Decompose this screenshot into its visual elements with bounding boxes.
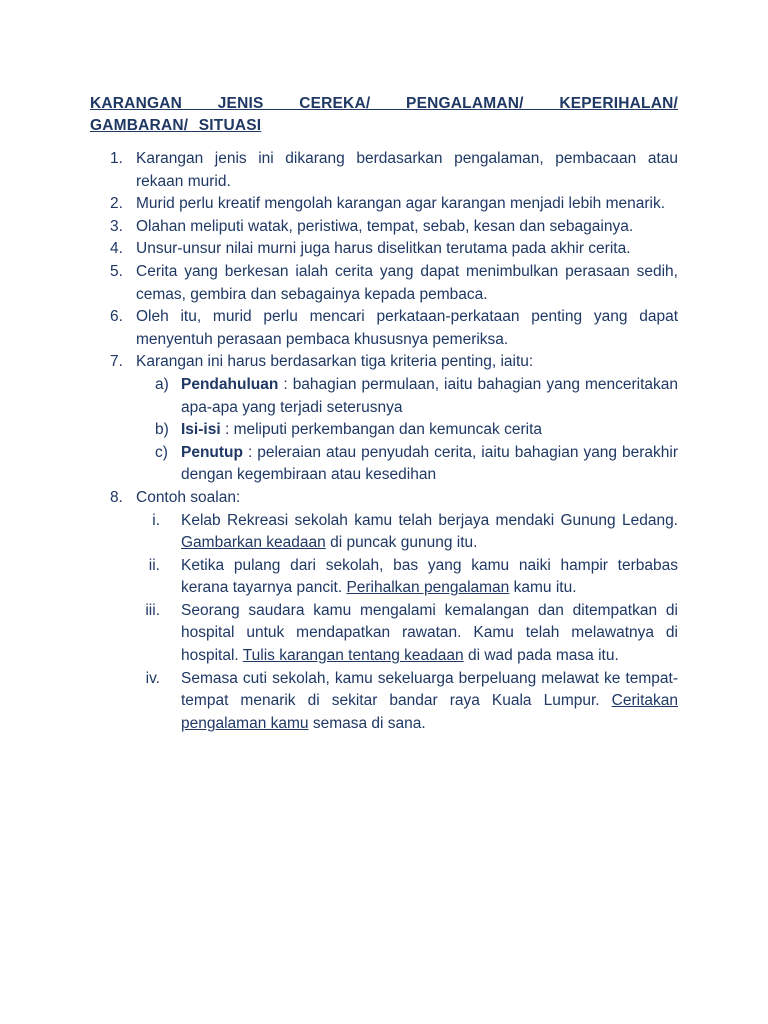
numbered-list [90,148,678,735]
criteria-item [90,442,678,487]
list-number: 1. [110,150,123,167]
criteria-term: Penutup [181,443,243,461]
question-instruction: Perihalkan pengalaman [346,579,510,597]
list-item [90,193,678,216]
question-numeral: iv. [145,669,160,687]
document-title: KARANGAN JENIS CEREKA/ PENGALAMAN/ KEPERIHALAN/ GAMBARAN/ SITUASI [90,95,678,134]
criteria-description: bahagian permulaan, iaitu bahagian yang menceritakan apa-apa yang terjadi seterusnya [181,375,678,416]
document-body [90,148,678,735]
question-instruction: Ceritakan pengalaman kamu [181,692,678,732]
criteria-letter: b) [155,421,169,439]
list-text: Karangan ini harus berdasarkan tiga kriteria penting, iaitu: [136,353,534,371]
list-number: 4. [110,240,123,258]
criteria-separator: : [220,421,234,439]
question-item [90,600,678,668]
list-item [90,261,678,306]
list-text: Contoh soalan: [136,488,241,506]
list-text: Karangan jenis ini dikarang berdasarkan pengalaman, pembacaan atau rekaan murid. [136,150,678,190]
question-text-end: semasa di sana. [308,714,426,732]
question-text-end: di puncak gunung itu. [325,534,478,552]
list-text: Oleh itu, murid perlu mencari perkataan-perkataan penting yang dapat menyentuh perasaan pembaca khususnya pemeriksa. [136,308,678,348]
criteria-item [90,374,678,419]
list-item [90,148,678,193]
question-instruction: Tulis karangan tentang keadaan [242,647,464,665]
criteria-separator: : [278,375,293,393]
question-numeral: ii. [148,556,160,574]
list-number: 7. [110,353,123,371]
question-numeral: i. [152,511,160,529]
list-item [90,351,678,374]
question-text-end: di wad pada masa itu. [463,647,619,665]
list-text: Cerita yang berkesan ialah cerita yang dapat menimbulkan perasaan sedih, cemas, gembira dan sebagainya kepada pembaca. [136,262,678,303]
question-item [90,555,678,600]
list-text: Unsur-unsur nilai murni juga harus diselitkan terutama pada akhir cerita. [136,240,631,258]
list-item [90,216,678,239]
list-text: Olahan meliputi watak, peristiwa, tempat, sebab, kesan dan sebagainya. [136,217,634,235]
list-number: 3. [110,217,123,235]
question-text: Semasa cuti sekolah, kamu sekeluarga berpeluang melawat ke tempat-tempat menarik di sekitar bandar raya Kuala Lumpur. [181,669,678,710]
list-item [90,238,678,261]
list-number: 6. [110,308,123,326]
list-item [90,487,678,510]
criteria-term: Isi-isi [181,421,221,439]
list-number: 8. [110,488,123,506]
question-text: Ketika pulang dari sekolah, bas yang kamu naiki hampir terbabas kerana tayarnya pancit. [181,556,678,597]
question-instruction: Gambarkan keadaan [181,534,326,552]
question-numeral: iii. [145,601,160,619]
criteria-separator: : [243,443,258,461]
criteria-item [90,419,678,442]
question-item [90,510,678,555]
question-item [90,668,678,736]
criteria-description: peleraian atau penyudah cerita, iaitu bahagian yang berakhir dengan kegembiraan atau kesedihan [181,443,679,484]
list-text: Murid perlu kreatif mengolah karangan agar karangan menjadi lebih menarik. [136,195,666,213]
question-text: Kelab Rekreasi sekolah kamu telah berjaya mendaki Gunung Ledang. [181,511,678,529]
question-text-end: kamu itu. [509,579,577,597]
criteria-letter: c) [155,443,168,461]
list-number: 2. [110,195,123,213]
criteria-description: meliputi perkembangan dan kemuncak cerita [233,421,543,439]
question-text: Seorang saudara kamu mengalami kemalangan dan ditempatkan di hospital untuk mendapatkan rawatan. Kamu telah melawatnya di hospital. [181,601,678,665]
list-item [90,306,678,351]
criteria-term: Pendahuluan [181,375,279,393]
list-number: 5. [110,262,123,280]
criteria-letter: a) [155,375,169,393]
